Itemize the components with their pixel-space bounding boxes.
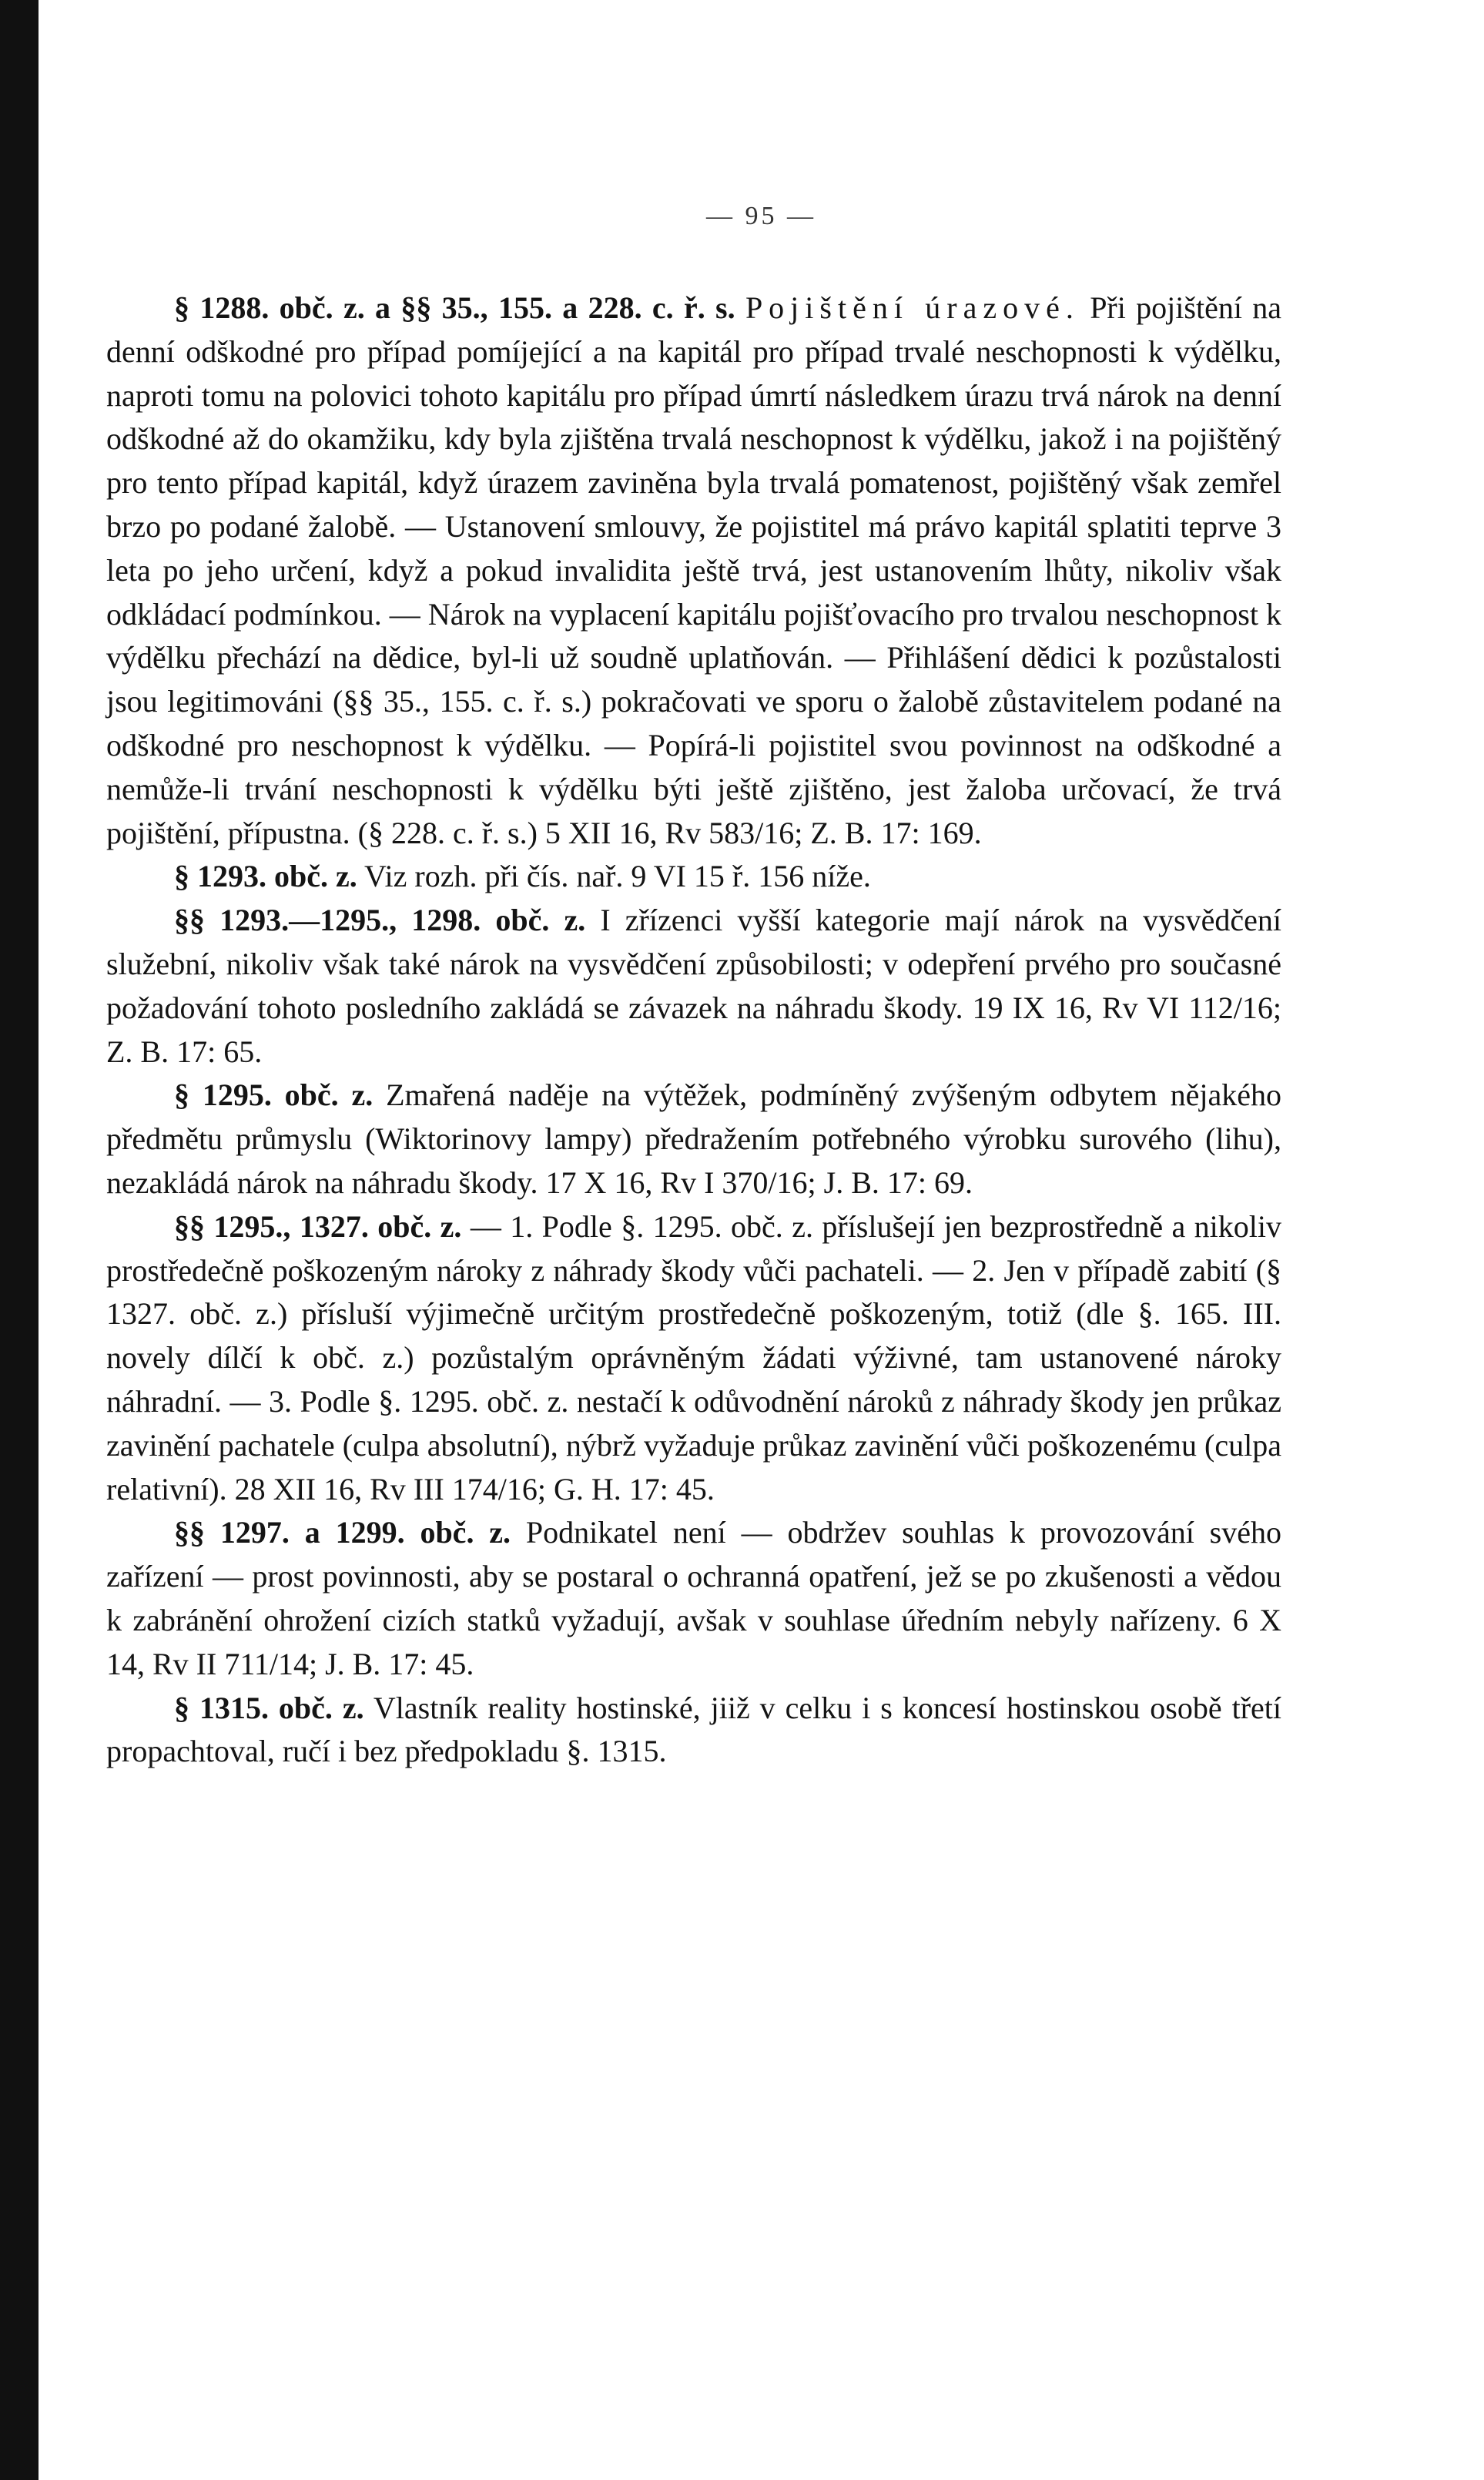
entry-1315 (106, 1687, 1281, 1775)
entry-reference: § 1295. obč. z. (174, 1077, 374, 1113)
page-number: — 95 — (706, 202, 816, 230)
entry-reference: §§ 1295., 1327. obč. z. (174, 1208, 462, 1244)
entry-text: Zmařená naděje na výtěžek, podmíněný zvýšeným odbytem nějakého předmětu průmyslu (Wiktorinovy lampy) předražením potřebného výrobku surového (lihu), nezakládá nárok na náhradu škody. 17 X 16, Rv I 370/16; J. B. 17: 69. (106, 1077, 1281, 1200)
entry-text: I zřízenci vyšší kategorie mají nárok na vysvědčení služební, nikoliv však také nárok na vysvědčení způsobilosti; v odepření prvého pro současné požadování tohoto posledního zakládá se závazek na náhradu škody. 19 IX 16, Rv VI 112/16; Z. B. 17: 65. (106, 903, 1281, 1069)
entry-text: Vlastník reality hostinské, jiiž v celku i s koncesí hostinskou osobě třetí propachtoval, ručí i bez předpokladu §. 1315. (106, 1690, 1281, 1769)
entry-reference: §§ 1293.—1295., 1298. obč. z. (174, 903, 586, 938)
entry-1288 (106, 287, 1281, 855)
entry-1293 (106, 855, 1281, 899)
entry-reference: § 1293. obč. z. (174, 859, 357, 894)
entry-1293-1295 (106, 899, 1281, 1074)
entry-1295 (106, 1074, 1281, 1205)
entry-text: Podnikatel není — obdržev souhlas k provozování svého zařízení — prost povinnosti, aby se postaral o ochranná opatření, jež se po zkušenosti a vědou k zabránění ohrožení cizích statků vyžadují, avšak v souhlase úředním nebyly nařízeny. 6 X 14, Rv II 711/14; J. B. 17: 45. (106, 1515, 1281, 1681)
entry-reference: § 1288. obč. z. a §§ 35., 155. a 228. c. ř. s. (174, 290, 735, 325)
entry-text: — 1. Podle §. 1295. obč. z. příslušejí jen bezprostředně a nikoliv prostředečně poškozeným nároky z náhrady škody vůči pachateli. — 2. Jen v případě zabití (§ 1327. obč. z.) přísluší výjimečně určitým prostředečně poškozeným, totiž (dle §. 165. III. novely dílčí k obč. z.) pozůstalým oprávněným žádati výživné, tam ustanovené nároky náhradní. — 3. Podle §. 1295. obč. z. nestačí k odůvodnění nároků z náhrady škody jen průkaz zavinění pachatele (culpa absolutní), nýbrž vyžaduje průkaz zavinění vůči poškozenému (culpa relativní). 28 XII 16, Rv III 174/16; G. H. 17: 45. (106, 1208, 1281, 1506)
entry-text: Viz rozh. při čís. nař. 9 VI 15 ř. 156 níže. (364, 859, 871, 894)
entry-heading: Pojištění úrazové. (745, 290, 1080, 325)
page-text (106, 287, 1281, 1774)
entry-reference: § 1315. obč. z. (174, 1690, 364, 1725)
entry-1295-1327 (106, 1205, 1281, 1512)
entry-reference: §§ 1297. a 1299. obč. z. (174, 1515, 511, 1550)
entry-1297-1299 (106, 1511, 1281, 1686)
book-page (39, 0, 1484, 2480)
entry-text: Při pojištění na denní odškodné pro případ pomíjející a na kapitál pro případ trvalé neschopnosti k výdělku, naproti tomu na polovici tohoto kapitálu pro případ úmrtí následkem úrazu trvá nárok na denní odškodné až do okamžiku, kdy byla zjištěna trvalá neschopnost k výdělku, jakož i na pojištěný pro tento případ kapitál, když úrazem zaviněna byla trvalá pomatenost, pojištěný však zemřel brzo po podané žalobě. — Ustanovení smlouvy, že pojistitel má právo kapitál splatiti teprve 3 leta po jeho určení, když a pokud invalidita ještě trvá, jest ustanovením lhůty, nikoliv však odkládací podmínkou. — Nárok na vyplacení kapitálu pojišťovacího pro trvalou neschopnost k výdělku přechází na dědice, byl-li už soudně uplatňován. — Přihlášení dědici k pozůstalosti jsou legitimováni (§§ 35., 155. c. ř. s.) pokračovati ve sporu o žalobě zůstavitelem podané na odškodné pro neschopnost k výdělku. — Popírá-li pojistitel svou povinnost na odškodné a nemůže-li trvání neschopnosti k výdělku býti ještě zjištěno, jest žaloba určovací, že trvá pojištění, přípustna. (§ 228. c. ř. s.) 5 XII 16, Rv 583/16; Z. B. 17: 169. (106, 290, 1282, 850)
